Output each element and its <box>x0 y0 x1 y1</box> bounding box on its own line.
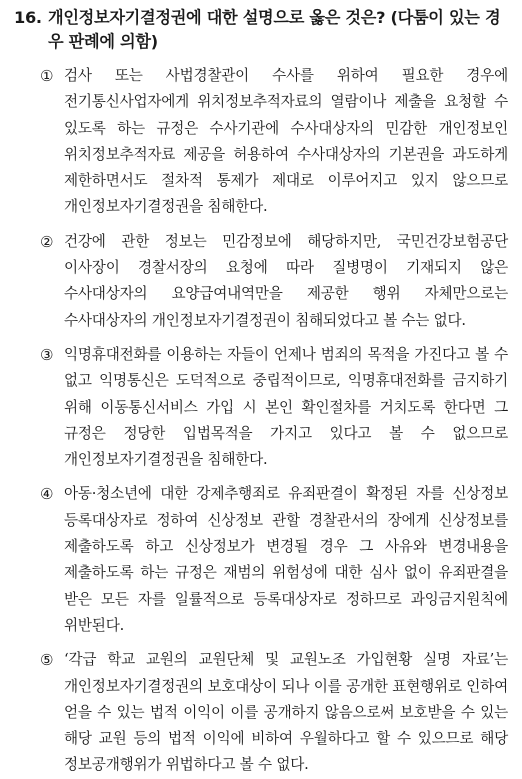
answer-option-3[interactable] <box>40 342 508 473</box>
option-marker-5: ⑤ <box>40 651 54 670</box>
option-text-3: 익명휴대전화를 이용하는 자들이 언제나 범죄의 목적을 가진다고 볼 수 없고 익명통신은 도덕적으로 중립적이므로, 익명휴대전화를 금지하기 위해 이동통신서비스 가입 시 본인 확인절차를 거치도록 한다면 그 규정은 정당한 입법목적을 가지고 있다고 볼 수 없으므로 개인정보자기결정권을 침해한다. <box>64 345 508 469</box>
option-marker-1: ① <box>40 67 54 85</box>
answer-option-1[interactable] <box>40 63 508 221</box>
option-marker-3: ③ <box>40 345 54 364</box>
question-header <box>14 6 508 54</box>
answer-option-4[interactable] <box>40 481 508 639</box>
answer-option-5[interactable] <box>40 647 508 778</box>
option-marker-2: ② <box>40 232 54 251</box>
answer-options <box>40 63 508 779</box>
answer-option-2[interactable] <box>40 229 508 334</box>
option-text-1: 검사 또는 사법경찰관이 수사를 위하여 필요한 경우에 전기통신사업자에게 위치정보추적자료의 열람이나 제출을 요청할 수 있도록 하는 규정은 수사기관에 수사대상자의 민감한 개인정보인 위치정보추적자료 제공을 허용하여 수사대상자의 기본권을 과도하게 제한하면서도 절차적 통제가 제대로 이루어지고 있지 않으므로 개인정보자기결정권을 침해한다. <box>64 67 508 216</box>
option-text-2: 건강에 관한 정보는 민감정보에 해당하지만, 국민건강보험공단 이사장이 경찰서장의 요청에 따라 질병명이 기재되지 않은 수사대상자의 요양급여내역만을 제공한 행위 자체만으로는 수사대상자의 개인정보자기결정권이 침해되었다고 볼 수는 없다. <box>64 232 508 329</box>
option-text-5: ‘각급 학교 교원의 교원단체 및 교원노조 가입현황 실명 자료’는 개인정보자기결정권의 보호대상이 되나 이를 공개한 표현행위로 인하여 얻을 수 있는 법적 이익이 이를 공개하지 않음으로써 보호받을 수 있는 해당 교원 등의 법적 이익에 비하여 우월하다고 할 수 있으므로 해당 정보공개행위가 위법하다고 볼 수 없다. <box>64 651 508 774</box>
question-number: 16. <box>14 8 42 27</box>
option-text-4: 아동·청소년에 대한 강제추행죄로 유죄판결이 확정된 자를 신상정보 등록대상자로 정하여 신상정보 관할 경찰관서의 장에게 신상정보를 제출하도록 하고 신상정보가 변경될 경우 그 사유와 변경내용을 제출하도록 하는 규정은 재범의 위험성에 대한 심사 없이 유죄판결을 받은 모든 자를 일률적으로 등록대상자로 정하므로 과잉금지원칙에 위반된다. <box>64 485 508 634</box>
question-text: 개인정보자기결정권에 대한 설명으로 옳은 것은? (다툼이 있는 경우 판례에 의함) <box>48 8 501 51</box>
option-marker-4: ④ <box>40 485 54 504</box>
